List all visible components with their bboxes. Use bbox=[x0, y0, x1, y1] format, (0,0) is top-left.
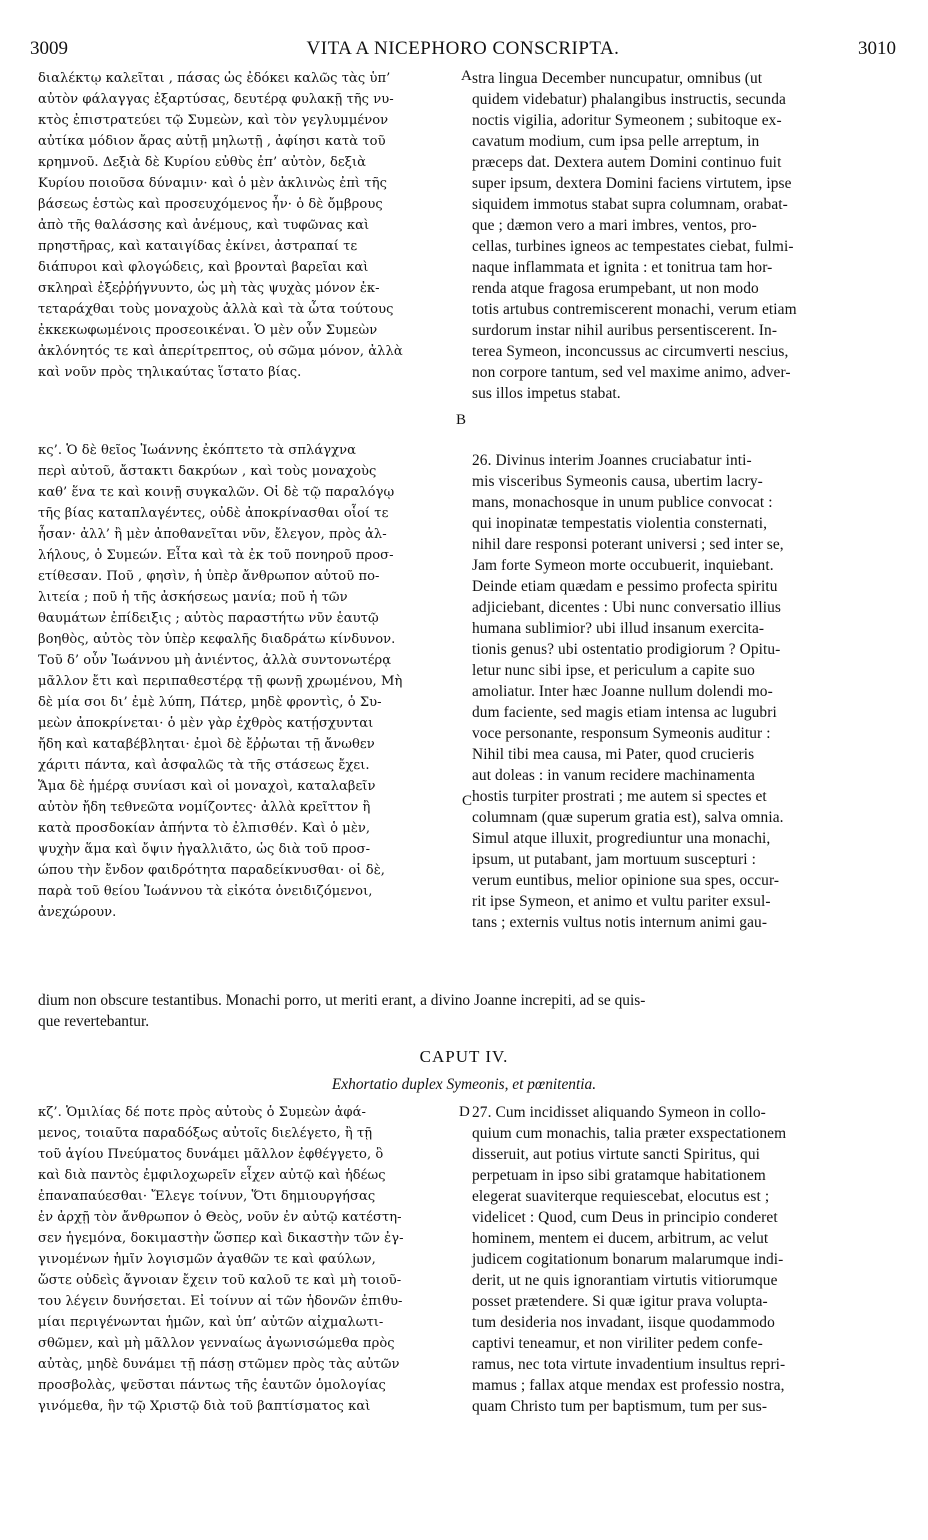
section-marker-c: C bbox=[462, 793, 473, 809]
text-line: quam Christo tum per baptismum, tum per sus- bbox=[472, 1398, 768, 1415]
text-line: τοῦ ἁγίου Πνεύματος δυνάμει μᾶλλον ἐφθέγγετο, ὃ bbox=[38, 1147, 384, 1162]
text-line: humana sublimior? ubi illud insanum exercita- bbox=[472, 620, 765, 637]
text-line: ἤδη καὶ καταβέβληται· ἐμοὶ δὲ ἔῤῥωται τῇ ἄνωθεν bbox=[38, 737, 375, 752]
text-line: rit ipse Symeon, et animo et vultu pariter exsul- bbox=[472, 893, 771, 910]
text-line: perpetuam in ipso sibi gratamque habitationem bbox=[472, 1167, 766, 1184]
text-line: verum euntibus, melior opinione sua spes, occur- bbox=[472, 872, 780, 889]
text-line: posset prætendere. Si quæ igitur prava volupta- bbox=[472, 1293, 768, 1310]
text-line: dum faciente, sed magis etiam intensa ac lugubri bbox=[472, 704, 777, 721]
text-line: αὐτὰς, μηδὲ δυνάμει τῇ πάσῃ στῶμεν πρὸς τὰς αὐτῶν bbox=[38, 1357, 400, 1372]
text-line: μᾶλλον ἔτι καὶ περιπαθεστέρᾳ τῇ φωνῇ χρωμένου, Μὴ bbox=[38, 674, 403, 689]
text-line: διαλέκτῳ καλεῖται , πάσας ὡς ἐδόκει καλῶς τὰς ὑπ’ bbox=[38, 71, 391, 86]
text-line: γινομένων ἡμῖν λογισμῶν ἀγαθῶν τε καὶ φαύλων, bbox=[38, 1252, 376, 1267]
text-line: tans ; externis vultus notis internum animi gau- bbox=[472, 914, 768, 931]
text-line: nihil dare responsi poterant universi ; sed inter se, bbox=[472, 536, 784, 553]
running-title: VITA A NICEPHORO CONSCRIPTA. bbox=[306, 38, 620, 59]
text-line: noctis vigilia, adoritur Symeonem ; subitoque ex- bbox=[472, 112, 782, 129]
text-line: καὶ νοῦν πρὸς τηλικαύτας ἵστατο βίας. bbox=[38, 365, 302, 380]
latin-column-block-a bbox=[472, 68, 898, 404]
text-line: que ; dæmon vero a mari imbres, ventos, pro- bbox=[472, 217, 757, 234]
text-line: Κυρίου ποιοῦσα δύναμιν· καὶ ὁ μὲν ἀκλινὼς ἐπὶ τῆς bbox=[38, 176, 387, 191]
text-line: προσβολὰς, ψεῦσται πάντως τῆς ἑαυτῶν ὁμολογίας bbox=[38, 1378, 386, 1393]
section-marker-a: A bbox=[461, 68, 472, 84]
text-line: κζ’. Ὁμιλίας δέ ποτε πρὸς αὐτοὺς ὁ Συμεὼν ἀφά- bbox=[38, 1105, 366, 1120]
text-line: αὐτίκα μόδιον ἄρας αὐτῇ μηλωτῇ , ἀφίησι κατὰ τοῦ bbox=[38, 134, 386, 149]
text-line: letur nunc sibi ipse, et periculum a capite suo bbox=[472, 662, 755, 679]
text-line: ὥστε οὐδεὶς ἄγνοιαν ἔχειν τοῦ καλοῦ τε καὶ μὴ τοιοῦ- bbox=[38, 1273, 402, 1288]
text-line: ετίθεσαν. Ποῦ , φησὶν, ἡ ὑπὲρ ἄνθρωπον αὐτοῦ πο- bbox=[38, 569, 380, 584]
text-line: παρὰ τοῦ θείου Ἰωάννου τὰ εἰκότα ὀνειδιζόμενοι, bbox=[38, 884, 373, 899]
greek-column-block-b bbox=[38, 440, 464, 923]
text-line: renda atque fragosa erumpebant, ut non modo bbox=[472, 280, 759, 297]
text-line: κτὸς ἐπιστρατεύει τῷ Συμεὼν, καὶ τὸν γεγλυμμένον bbox=[38, 113, 389, 128]
text-line: λιτεία ; ποῦ ἡ τῆς ἀσκήσεως μανία; ποῦ ἡ τῶν bbox=[38, 590, 348, 605]
text-line: χάριτι πάντα, καὶ ἀσφαλῶς τὰ τῆς στάσεως ἔχει. bbox=[38, 758, 370, 773]
text-line: Simul atque illuxit, progrediuntur una monachi, bbox=[472, 830, 771, 847]
text-line: que revertebantur. bbox=[38, 1013, 150, 1030]
text-line: disseruit, aut potius virtute sancti Spiritus, qui bbox=[472, 1146, 760, 1163]
full-width-continuation bbox=[38, 990, 898, 1032]
latin-column-block-b bbox=[472, 450, 898, 933]
text-line: σεν ἡγεμόνα, δοκιμαστὴν ὥσπερ καὶ δικαστὴν τῶν ἐγ- bbox=[38, 1231, 404, 1246]
text-line: σθῶμεν, καὶ μὴ μᾶλλον γενναίως ἀγωνισώμεθα πρὸς bbox=[38, 1336, 395, 1351]
text-line: δὲ μία σοι δι’ ἐμὲ λύπη, Πάτερ, μηδὲ φροντὶς, ὁ Συ- bbox=[38, 695, 382, 710]
text-line: κς’. Ὁ δὲ θεῖος Ἰωάννης ἐκόπτετο τὰ σπλάγχνα bbox=[38, 443, 356, 458]
text-line: elegerat suaviterque requiescebat, elocutus est ; bbox=[472, 1188, 770, 1205]
text-line: judicem cogitationum bonarum malarumque indi- bbox=[472, 1251, 784, 1268]
text-line: περὶ αὐτοῦ, ἄστακτι δακρύων , καὶ τοὺς μοναχοὺς bbox=[38, 464, 377, 479]
text-line: videlicet : Quod, cum Deus in principio conderet bbox=[472, 1209, 778, 1226]
text-line: voce personante, responsum Symeonis auditur : bbox=[472, 725, 771, 742]
text-line: surdorum instar nihil auribus persentiscerent. In- bbox=[472, 322, 778, 339]
text-line: totis artubus contremiscerent monachi, verum etiam bbox=[472, 301, 797, 318]
text-line: Deinde etiam quædam e pessimo profecta spiritu bbox=[472, 578, 778, 595]
text-line: qui inopinatæ tempestatis violentia consternati, bbox=[472, 515, 768, 532]
text-line: μεὼν ἀποκρίνεται· ὁ μὲν γὰρ ἐχθρὸς κατῄσχυνται bbox=[38, 716, 374, 731]
text-line: siquidem immotus stabat supra columnam, orabat- bbox=[472, 196, 788, 213]
chapter-heading: CAPUT IV. bbox=[419, 1047, 509, 1066]
text-line: dium non obscure testantibus. Monachi porro, ut meriti erant, a divino Joanne increpiti, ad se quis- bbox=[38, 992, 646, 1009]
text-line: super ipsum, dextera Domini faciens virtutem, ipse bbox=[472, 175, 792, 192]
text-line: γινόμεθα, ἣν τῷ Χριστῷ διὰ τοῦ βαπτίσματος καὶ bbox=[38, 1399, 371, 1414]
text-line: terea Symeon, inconcussus ac circumverti nescius, bbox=[472, 343, 789, 360]
text-line: mans, monachosque in unum publice convocat : bbox=[472, 494, 773, 511]
text-line: τεταράχθαι τοὺς μοναχοὺς ἀλλὰ καὶ τὰ ὦτα τούτους bbox=[38, 302, 394, 317]
text-line: adjiciebant, dicentes : Ubi nunc conversatio illius bbox=[472, 599, 781, 616]
text-line: sus illos impetus stabat. bbox=[472, 385, 621, 402]
text-line: Jam forte Symeon morte occubuerit, inquiebant. bbox=[472, 557, 774, 574]
page-number-right: 3010 bbox=[858, 38, 896, 59]
greek-column-block-c bbox=[38, 1102, 464, 1417]
text-line: hostis turpiter prostrati ; me autem si spectes et bbox=[472, 788, 767, 805]
text-line: tionis genus? ubi ostentatio prodigiorum ? Opitu- bbox=[472, 641, 781, 658]
text-line: ἦσαν· ἀλλ’ ἢ μὲν ἀποθανεῖται νῦν, ἔλεγον, πρὸς ἀλ- bbox=[38, 527, 387, 542]
text-line: του λέγειν δυνήσεται. Εἰ τοίνυν αἱ τῶν ἡδονῶν ἐπιθυ- bbox=[38, 1294, 403, 1309]
text-line: derit, ut ne quis ignorantiam virtutis vitiorumque bbox=[472, 1272, 778, 1289]
text-line: præceps dat. Dextera autem Domini continuo fuit bbox=[472, 154, 782, 171]
text-line: amoliatur. Inter hæc Joanne nullum dolendi mo- bbox=[472, 683, 773, 700]
text-line: ψυχὴν ἅμα καὶ ὄψιν ἠγαλλιᾶτο, ὡς διὰ τοῦ προσ- bbox=[38, 842, 371, 857]
text-line: σκληραὶ ἐξεῤῥήγνυντο, ὡς μὴ τὰς ψυχὰς μόνον ἐκ- bbox=[38, 281, 380, 296]
chapter-subtitle: Exhortatio duplex Symeonis, et pœnitentia. bbox=[331, 1076, 597, 1093]
text-line: βοηθὸς, αὐτὸς τὸν ὑπὲρ κεφαλῆς διαδράτω κίνδυνον. bbox=[38, 632, 396, 647]
text-line: captivi teneamur, et non viriliter pedem confe- bbox=[472, 1335, 763, 1352]
text-line: μενος, τοιαῦτα παραδόξως αὐτοῖς διελέγετο, ἢ τῇ bbox=[38, 1126, 373, 1141]
text-line: ἐπαναπαύεσθαι· Ἔλεγε τοίνυν, Ὅτι δημιουργήσας bbox=[38, 1189, 376, 1204]
text-line: τῆς βίας καταπλαγέντες, οὐδὲ ἀποκρίνασθαι οἷοί τε bbox=[38, 506, 389, 521]
text-line: βάσεως ἑστὼς καὶ προσευχόμενος ἦν· ὁ δὲ ὄμβρους bbox=[38, 197, 383, 212]
text-line: cellas, turbines igneos ac tempestates ciebat, fulmi- bbox=[472, 238, 794, 255]
text-line: μίαι περιγένωνται ἡμῶν, καὶ ὑπ’ αὐτῶν αἰχμαλωτι- bbox=[38, 1315, 384, 1330]
text-line: tum desideria nos invadant, iisque quodammodo bbox=[472, 1314, 775, 1331]
text-line: αὐτὸν φάλαγγας ἐξαρτύσας, δευτέρᾳ φυλακῇ τῆς νυ- bbox=[38, 92, 394, 107]
text-line: columnam (quæ superum gratia est), salva omnia. bbox=[472, 809, 784, 826]
text-line: ramus, nec tota virtute invadentium insultus repri- bbox=[472, 1356, 786, 1373]
text-line: non corpore tantum, sed vel maxime animo, adver- bbox=[472, 364, 791, 381]
text-line: quium cum monachis, talia præter exspectationem bbox=[472, 1125, 787, 1142]
text-line: διάπυροι καὶ φλογώδεις, καὶ βρονταὶ βαρεῖαι καὶ bbox=[38, 260, 369, 275]
text-line: κατὰ προσδοκίαν ἀπήντα τὸ ἐλπισθέν. Καὶ ὁ μὲν, bbox=[38, 821, 371, 836]
text-line: mis visceribus Symeonis causa, ubertim lacry- bbox=[472, 473, 763, 490]
text-line: αὐτὸν ἤδη τεθνεῶτα νομίζοντες· ἀλλὰ κρεῖττον ἢ bbox=[38, 800, 371, 815]
text-line: λήλους, ὁ Συμεών. Εἶτα καὶ τὰ ἐκ τοῦ πονηροῦ προσ- bbox=[38, 548, 394, 563]
text-line: mamus ; fallax atque mendax est professio nostra, bbox=[472, 1377, 785, 1394]
text-line: Nihil tibi mea causa, mi Pater, quod crucieris bbox=[472, 746, 755, 763]
text-line: stra lingua December nuncupatur, omnibus (ut bbox=[472, 70, 763, 87]
text-line: naque inflammata et ignita : et tonitrua tam hor- bbox=[472, 259, 773, 276]
running-header bbox=[30, 38, 896, 64]
section-marker-d: D bbox=[459, 1104, 470, 1120]
section-marker-b: B bbox=[456, 412, 467, 428]
text-line: quidem videbatur) phalangibus instructis, secunda bbox=[472, 91, 786, 108]
text-line: cavatum modium, cum ipsa pelle arreptum, in bbox=[472, 133, 760, 150]
text-line: καὶ διὰ παντὸς ἐμφιλοχωρεῖν εἶχεν αὐτῷ καὶ ἡδέως bbox=[38, 1168, 386, 1183]
text-line: πρηστῆρας, καὶ καταιγίδας ἐκίνει, ἀστραπαί τε bbox=[38, 239, 358, 254]
latin-column-block-c bbox=[472, 1102, 898, 1417]
text-line: ipsum, ut putabant, jam mortuum suscepturi : bbox=[472, 851, 756, 868]
text-line: θαυμάτων ἐπίδειξις ; αὐτὸς παραστήτω νῦν ἑαυτῷ bbox=[38, 611, 379, 626]
text-line: 26. Divinus interim Joannes cruciabatur inti- bbox=[472, 452, 752, 469]
greek-column-block-a bbox=[38, 68, 464, 383]
text-line: ἀκλόνητός τε καὶ ἀπερίτρεπτος, οὐ σῶμα μόνον, ἀλλὰ bbox=[38, 344, 403, 359]
text-line: Τοῦ δ’ οὖν Ἰωάννου μὴ ἀνιέντος, ἀλλὰ συντονωτέρᾳ bbox=[38, 653, 392, 668]
text-line: ώπου τὴν ἔνδον φαιδρότητα παραδείκνυσθαι· οἱ δὲ, bbox=[38, 863, 385, 878]
text-line: κρημνοῦ. Δεξιὰ δὲ Κυρίου εὐθὺς ἐπ’ αὐτὸν, δεξιὰ bbox=[38, 155, 367, 170]
text-line: ἐν ἀρχῇ τὸν ἄνθρωπον ὁ Θεὸς, νοῦν ἐν αὐτῷ κατέστη- bbox=[38, 1210, 402, 1225]
text-line: ἐκκεκωφωμένοις προσεοικέναι. Ὁ μὲν οὖν Συμεὼν bbox=[38, 323, 378, 338]
page-number-left: 3009 bbox=[30, 38, 68, 59]
text-line: aut doleas : in vanum recidere machinamenta bbox=[472, 767, 755, 784]
text-line: Ἅμα δὲ ἡμέρᾳ συνίασι καὶ οἱ μοναχοὶ, καταλαβεῖν bbox=[38, 779, 376, 794]
text-line: ἀπὸ τῆς θαλάσσης καὶ ἀνέμους, καὶ τυφῶνας καὶ bbox=[38, 218, 370, 233]
text-line: 27. Cum incidisset aliquando Symeon in collo- bbox=[472, 1104, 766, 1121]
text-line: καθ’ ἕνα τε καὶ κοινῇ συγκαλῶν. Οἱ δὲ τῷ παραλόγῳ bbox=[38, 485, 395, 500]
text-line: hominem, mentem ei ducem, arbitrum, ac velut bbox=[472, 1230, 769, 1247]
text-line: ἀνεχώρουν. bbox=[38, 905, 117, 920]
